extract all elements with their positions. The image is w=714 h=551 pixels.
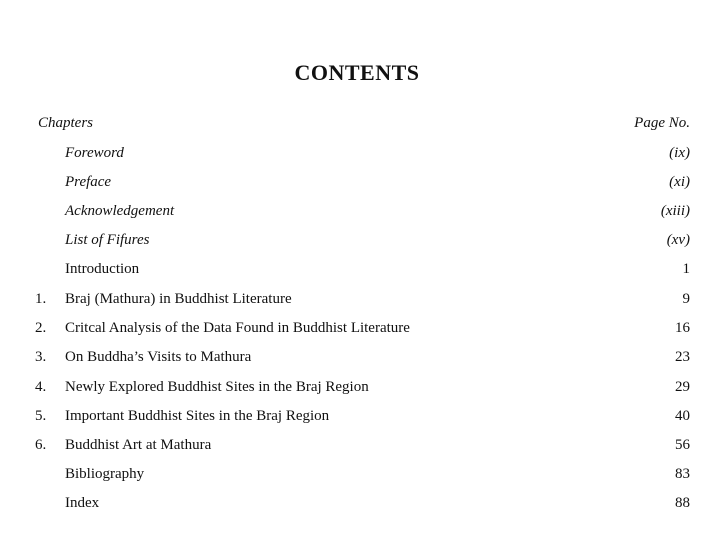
toc-entry [0,376,714,398]
entry-page: 23 [675,349,690,365]
toc-entry [0,200,714,222]
entry-page: 83 [675,466,690,482]
entry-title: On Buddha’s Visits to Mathura [65,349,252,365]
entry-title: Index [65,495,100,511]
toc-entry [0,492,714,514]
entry-page: (xiii) [660,203,690,219]
entry-title: Introduction [65,261,140,277]
entry-title: Braj (Mathura) in Buddhist Literature [65,291,292,307]
toc-entry [0,463,714,485]
toc-entry [0,171,714,193]
toc-entry [0,229,714,251]
page-no-header: Page No. [634,115,690,131]
entry-page: (xv) [666,232,690,248]
entry-number: 1. [35,291,47,307]
toc-entry [0,142,714,164]
entry-page: 9 [682,291,690,307]
entry-page: (xi) [669,174,690,190]
entry-page: 29 [675,379,690,395]
toc-entry [0,434,714,456]
entry-title: Preface [65,174,112,190]
entry-title: Important Buddhist Sites in the Braj Region [65,408,330,424]
toc-entry [0,346,714,368]
entry-number: 4. [35,379,47,395]
entry-page: (ix) [669,145,690,161]
page-title: CONTENTS [294,60,420,85]
entry-page: 56 [675,437,690,453]
toc-entry [0,288,714,310]
entry-number: 6. [35,437,47,453]
toc-entry [0,317,714,339]
entry-page: 1 [682,261,690,277]
entry-title: Buddhist Art at Mathura [65,437,212,453]
entry-title: Critcal Analysis of the Data Found in Buddhist Literature [65,320,410,336]
entry-page: 16 [675,320,690,336]
toc-entry [0,258,714,280]
entry-number: 2. [35,320,47,336]
entry-title: Acknowledgement [65,203,175,219]
entry-number: 3. [35,349,47,365]
entry-title: Newly Explored Buddhist Sites in the Braj Region [65,379,369,395]
entry-title: Bibliography [65,466,145,482]
entry-page: 88 [675,495,690,511]
chapters-header: Chapters [38,115,94,131]
entry-number: 5. [35,408,47,424]
toc-entry [0,405,714,427]
entry-title: Foreword [65,145,124,161]
entry-page: 40 [675,408,690,424]
entry-title: List of Fifures [65,232,150,248]
